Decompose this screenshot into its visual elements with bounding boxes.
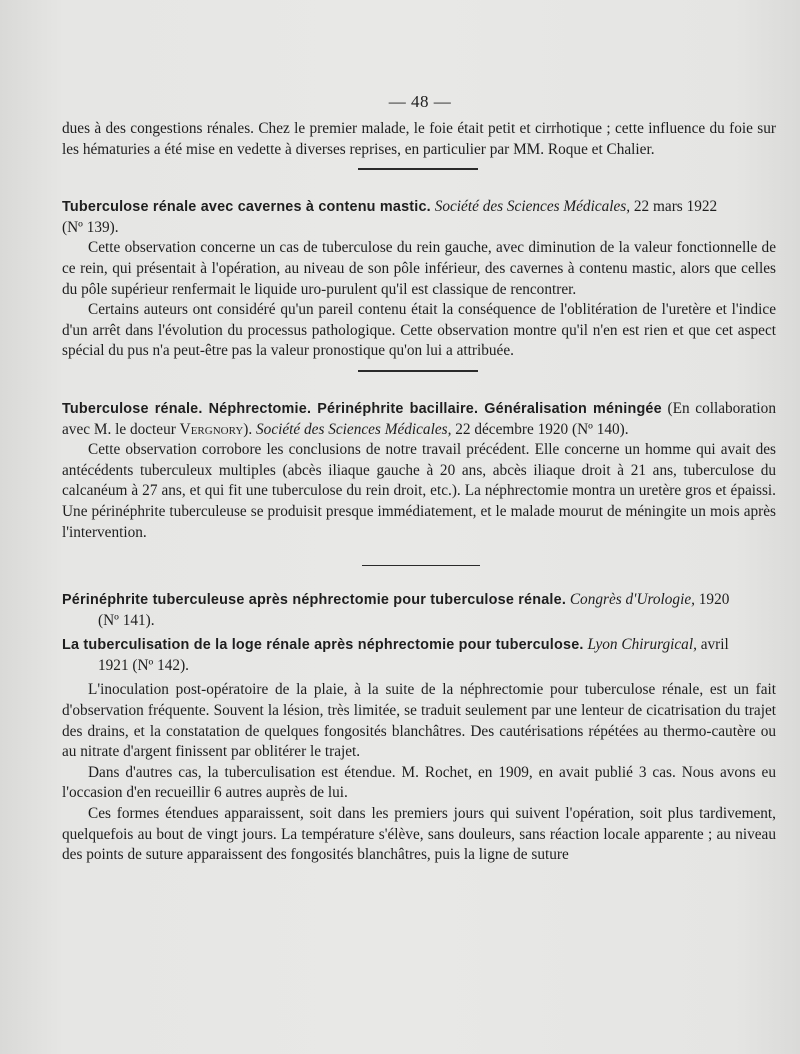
entry-142-title: La tuberculisation de la loge rénale après néphrectomie pour tuberculose. bbox=[62, 637, 584, 654]
entry-142-paragraph-3: Ces formes étendues apparaissent, soit dans les premiers jours qui suivent l'opération, soit plus tardivement, quelquefois au bout de vingt jours. La température s'élève, sans douleurs, sans réaction locale apparente ; au niveau des points de suture apparaissent des fongosités blanchâtres, puis la ligne de suture bbox=[62, 805, 776, 864]
entry-140-paragraph-1: Cette observation corrobore les conclusions de notre travail précédent. Elle concerne un homme qui avait des antécédents tuberculeux multiples (abcès iliaque gauche à 20 ans, abcès iliaque droit à 21 ans, tuberculose du calcanéum à 27 ans, et qui fit une tuberculose du rein droit, etc.). La néphrectomie montra un uretère gros et épaissi. Une périnéphrite tuberculeuse se produisit presque immédiatement, et le malade mourut de méningite un mois après l'intervention. bbox=[62, 441, 776, 541]
entry-140-date: 22 décembre 1920 (Nº 140). bbox=[451, 420, 629, 438]
entry-141-source: Congrès d'Urologie, bbox=[569, 591, 695, 609]
section-divider bbox=[358, 370, 478, 372]
entry-139-number: (Nº 139). bbox=[62, 218, 119, 236]
entry-140-title: Tuberculose rénale. Néphrectomie. Périnéphrite bacillaire. Généralisation méningée bbox=[62, 400, 662, 417]
entry-141-title: Périnéphrite tuberculeuse après néphrectomie pour tuberculose rénale. bbox=[62, 592, 567, 609]
intro-paragraph: dues à des congestions rénales. Chez le premier malade, le foie était petit et cirrhotique ; cette influence du foie sur les hématuries a été mise en vedette à diverses reprises, en particulier par MM. Roque et Chalier. bbox=[62, 120, 776, 158]
entry-139-source: Société des Sciences Médicales, bbox=[434, 198, 631, 216]
entry-142-paragraph-2: Dans d'autres cas, la tuberculisation est étendue. M. Rochet, en 1909, en avait publié 3 cas. Nous avons eu l'occasion d'en recueillir 6 autres auprès de lui. bbox=[62, 763, 776, 802]
entry-140-source: Société des Sciences Médicales, bbox=[256, 420, 452, 438]
entry-140-collab-pre: (En collaboration avec M. le docteur bbox=[62, 399, 776, 438]
entry-141-date: 1920 bbox=[694, 591, 730, 609]
entry-142-date: avril bbox=[696, 636, 729, 654]
page-body bbox=[62, 119, 776, 866]
entry-139-date: 22 mars 1922 bbox=[630, 198, 718, 216]
entry-140-collab-name: Vergnory bbox=[179, 420, 244, 438]
entry-142-number: 1921 (Nº 142). bbox=[98, 656, 189, 674]
entry-139-heading bbox=[62, 197, 776, 238]
entry-141-number: (Nº 141). bbox=[98, 611, 155, 629]
entry-140-collab-post: ). bbox=[243, 420, 257, 438]
entry-142-paragraph-1: L'inoculation post-opératoire de la plaie, à la suite de la néphrectomie pour tuberculose rénale, est un fait d'observation fréquente. Souvent la lésion, très limitée, se traduit seulement par une lenteur de cicatrisation du trajet des drains, et la constatation de quelques fongosités blanchâtres. Des cautérisations répétées au thermo-cautère ou au nitrate d'argent finissent par oblitérer le trajet. bbox=[62, 681, 776, 761]
page-number: — 48 — bbox=[388, 92, 452, 111]
entry-139-title: Tuberculose rénale avec cavernes à contenu mastic. bbox=[62, 199, 431, 216]
entry-142-heading bbox=[62, 635, 776, 676]
entry-139-paragraph-2: Certains auteurs ont considéré qu'un pareil contenu était la conséquence de l'oblitération de l'uretère et l'indice d'un arrêt dans l'évolution du processus pathologique. Cette observation montre qu'il n'en est rien et que cet aspect spécial du pus n'a peut-être pas la valeur pronostique qu'on lui a attribuée. bbox=[62, 301, 776, 360]
entry-142-source: Lyon Chirurgical, bbox=[587, 636, 697, 654]
section-divider bbox=[358, 168, 478, 170]
entry-139-paragraph-1: Cette observation concerne un cas de tuberculose du rein gauche, avec diminution de la valeur fonctionnelle de ce rein, qui présentait à l'opération, au niveau de son pôle inférieur, des cavernes à contenu mastic, alors que celles du pôle supérieur renfermait le liquide uro-purulent qu'il est classique de rencontrer. bbox=[62, 239, 776, 298]
entry-141-heading bbox=[62, 590, 776, 631]
section-divider bbox=[362, 565, 480, 566]
entry-140-heading bbox=[62, 399, 776, 440]
